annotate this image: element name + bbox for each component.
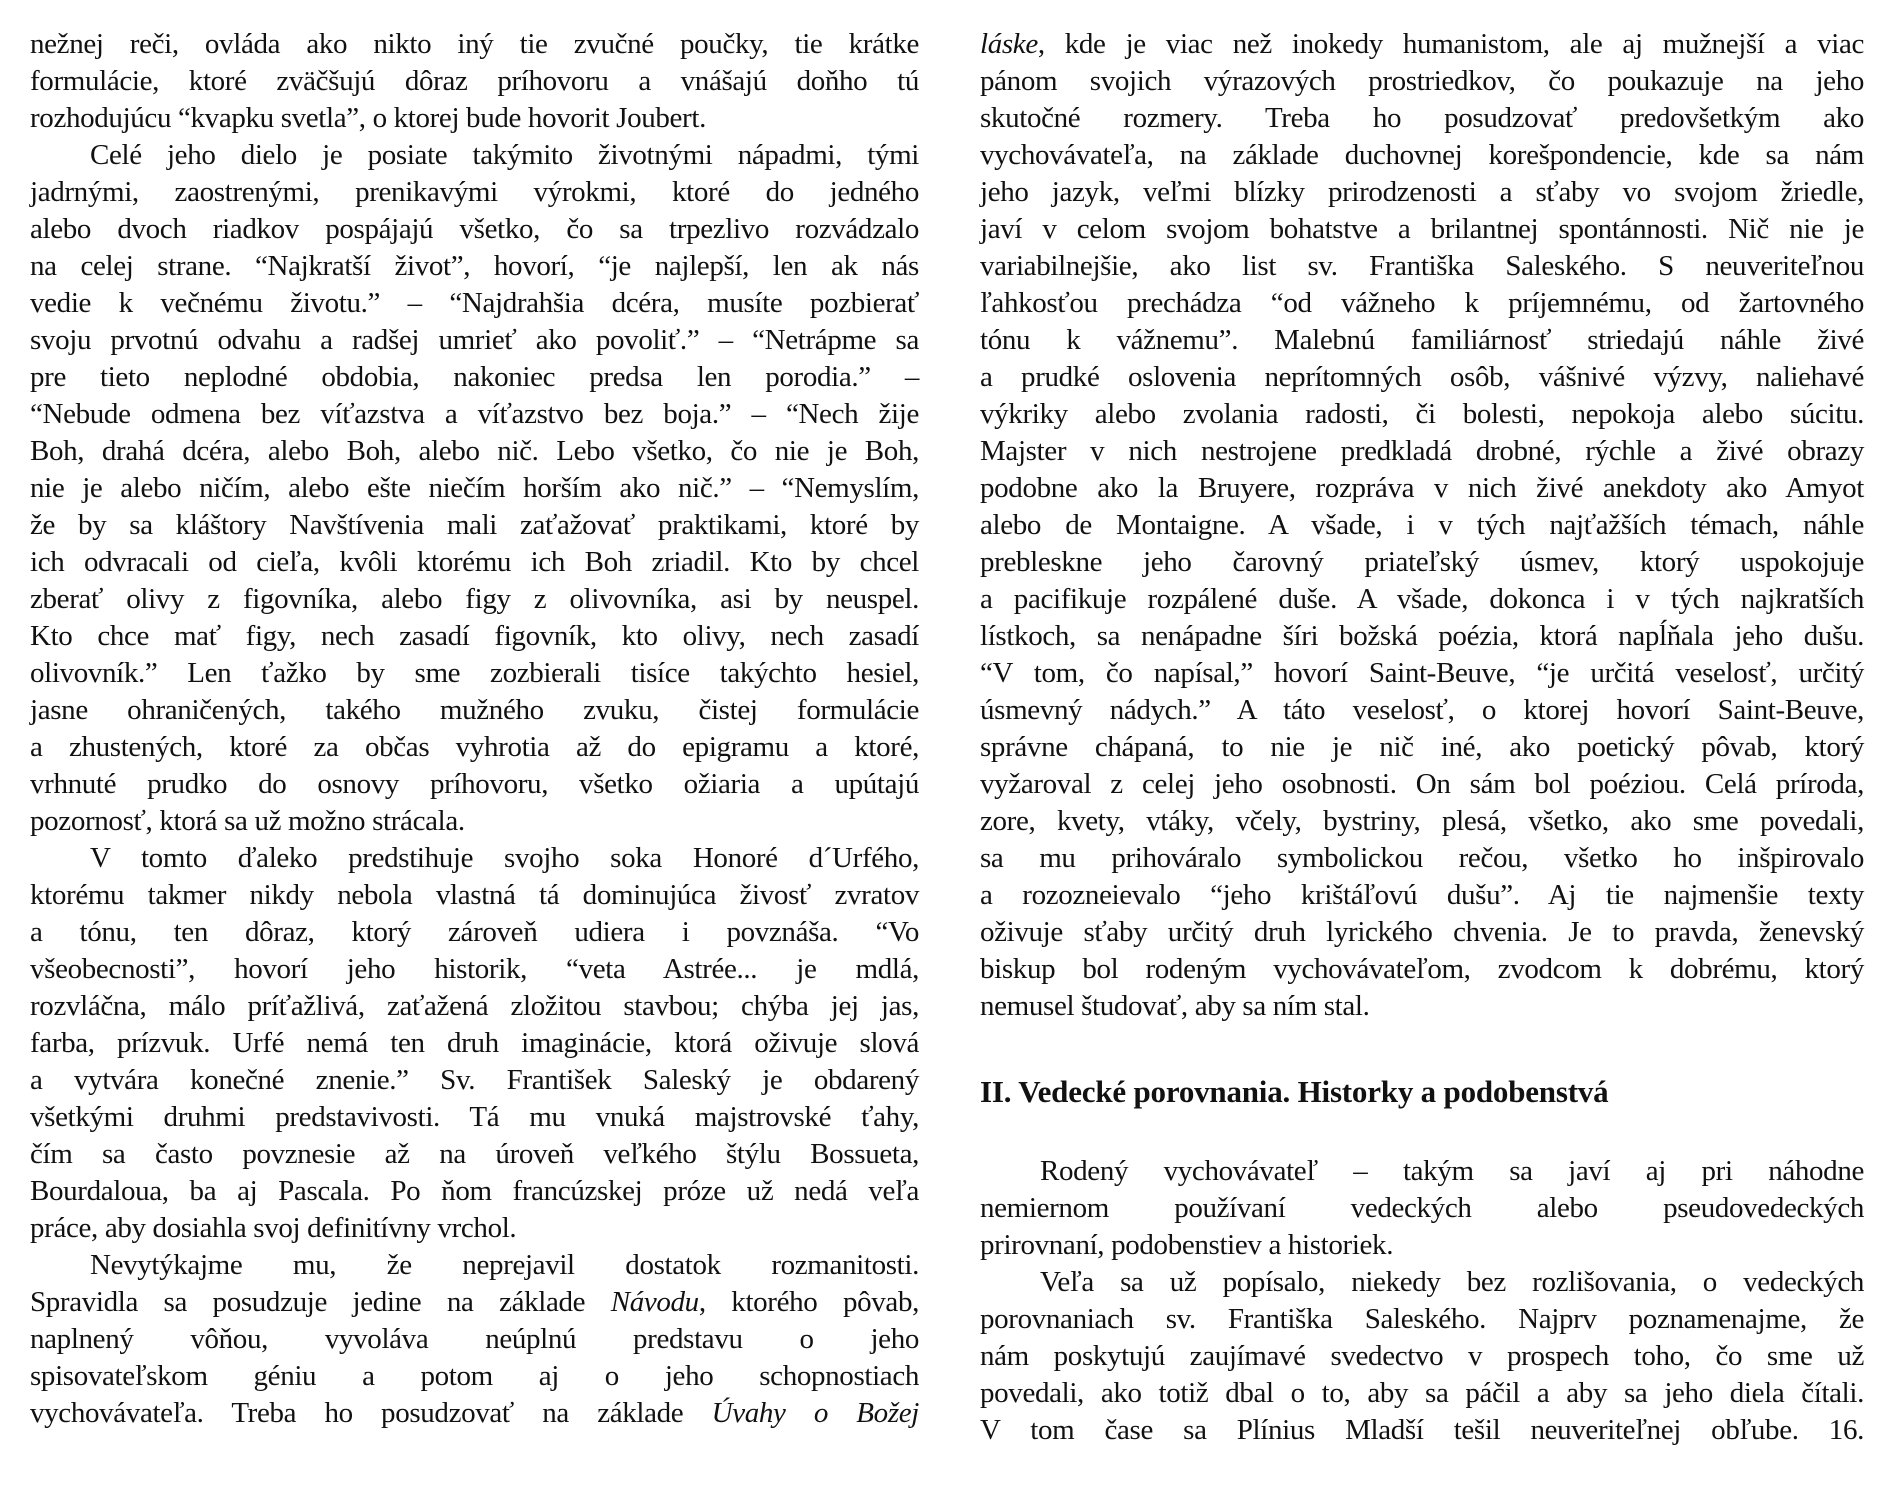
text-line: správne chápaná, to nie je nič iné, ako poetický pôvab, ktorý [980,731,1864,763]
text-line: a prudké oslovenia neprítomných osôb, vášnivé výzvy, naliehavé [980,361,1864,393]
paragraph [30,840,919,1247]
text-line: a tónu, ten dôraz, ktorý zároveň udiera i povznáša. “Vo [30,916,919,948]
text-line: rozhodujúcu “kvapku svetla”, o ktorej bude hovorit Joubert. [30,102,706,134]
text-line: variabilnejšie, ako list sv. Františka Saleského. S neuveriteľnou [980,250,1864,282]
text-line: biskup bol rodeným vychovávateľom, zvodcom k dobrému, ktorý [980,953,1864,985]
text-line: všeobecnosti”, hovorí jeho historik, “veta Astrée... je mdlá, [30,953,919,985]
text-line: Veľa sa už popísalo, niekedy bez rozlišovania, o vedeckých [1040,1266,1864,1298]
italic-title: Úvahy o Božej [711,1397,919,1429]
text-line: Kto chce mať figy, nech zasadí figovník, kto olivy, nech zasadí [30,620,919,652]
text-line: a pacifikuje rozpálené duše. A všade, dokonca i v tých najkratších [980,583,1864,615]
text-line: sa mu prihováralo symbolickou rečou, všetko ho inšpirovalo [980,842,1864,874]
text-line: Rodený vychovávateľ – takým sa javí aj pri náhodne [1040,1155,1864,1187]
text-line: ktorému takmer nikdy nebola vlastná tá dominujúca živosť zvratov [30,879,919,911]
text-line: V tom čase sa Plínius Mladší tešil neuveriteľnej obľube. 16. [980,1414,1864,1446]
text-line: nemiernom používaní vedeckých alebo pseudovedeckých [980,1192,1864,1224]
text-line: vedie k večnému životu.” – “Najdrahšia dcéra, musíte pozbierať [30,287,919,319]
text-line: svoju prvotnú odvahu a radšej umrieť ako povoliť.” – “Netrápme sa [30,324,919,356]
text-line: spisovateľskom géniu a potom aj o jeho schopnostiach [30,1360,919,1392]
text-line: prebleskne jeho čarovný priateľský úsmev, ktorý uspokojuje [980,546,1864,578]
text-line: čím sa často povznesie až na úroveň veľkého štýlu Bossueta, [30,1138,919,1170]
text-line: úsmevný nádych.” A táto veselosť, o ktorej hovorí Saint-Beuve, [980,694,1864,726]
text-line: vychovávateľa, na základe duchovnej korešpondencie, kde sa nám [980,139,1864,171]
text-line: nám poskytujú zaujímavé svedectvo v prospech toho, čo sme už [980,1340,1864,1372]
text-line: povedali, ako totiž dbal o to, aby sa páčil a aby sa jeho diela čítali. [980,1377,1864,1409]
text-line: jasne ohraničených, takého mužného zvuku, čistej formulácie [30,694,919,726]
paragraph [30,1247,919,1432]
text-line: vychovávateľa. Treba ho posudzovať na základe Úvahy o Božej [30,1397,919,1429]
text-line: pre tieto neplodné obdobia, nakoniec predsa len porodia.” – [30,361,919,393]
text-line: oživuje sťaby určitý druh lyrického chvenia. Je to pravda, ženevský [980,916,1864,948]
text-line: nežnej reči, ovláda ako nikto iný tie zvučné poučky, tie krátke [30,28,919,60]
text-line: zore, kvety, vtáky, včely, bystriny, plesá, všetko, ako sme povedali, [980,805,1864,837]
right-column-body-after-heading [980,1153,1864,1449]
paragraph [980,1153,1864,1264]
text-line: farba, prízvuk. Urfé nemá ten druh imaginácie, ktorá oživuje slová [30,1027,919,1059]
text-line: Boh, drahá dcéra, alebo Boh, alebo nič. Lebo všetko, čo nie je Boh, [30,435,919,467]
text-line: jeho jazyk, veľmi blízky prirodzenosti a sťaby vo svojom žriedle, [980,176,1864,208]
text-line: porovnaniach sv. Františka Saleského. Najprv poznamenajme, že [980,1303,1864,1335]
section-heading: II. Vedecké porovnania. Historky a podobenstvá [980,1074,1609,1109]
text-line: ich odvracali od cieľa, kvôli ktorému ich Boh zriadil. Kto by chcel [30,546,919,578]
text-line: naplnený vôňou, vyvoláva neúplnú predstavu o jeho [30,1323,919,1355]
right-column [980,26,1864,1449]
paragraph [30,137,919,840]
text-line: alebo de Montaigne. A všade, i v tých najťažších témach, náhle [980,509,1864,541]
text-line: vrhnuté prudko do osnovy príhovoru, všetko ožiaria a upútajú [30,768,919,800]
text-line: Spravidla sa posudzuje jedine na základe Návodu, ktorého pôvab, [30,1286,920,1318]
text-line: že by sa kláštory Navštívenia mali zaťažovať praktikami, ktoré by [30,509,919,541]
text-line: olivovník.” Len ťažko by sme zozbierali tisíce takýchto hesiel, [30,657,919,689]
text-line: zberať olivy z figovníka, alebo figy z olivovníka, asi by neuspel. [30,583,919,615]
text-line: rozvláčna, málo príťažlivá, zaťažená zložitou stavbou; chýba jej jas, [30,990,919,1022]
text-line: “V tom, čo napísal,” hovorí Saint-Beuve, “je určitá veselosť, určitý [980,657,1864,689]
text-line: javí v celom svojom bohatstve a brilantnej spontánnosti. Nič nie je [980,213,1864,245]
text-line: Celé jeho dielo je posiate takýmito životnými nápadmi, tými [90,139,919,171]
text-line: práce, aby dosiahla svoj definitívny vrchol. [30,1212,517,1244]
text-line: podobne ako la Bruyere, rozpráva v nich živé anekdoty ako Amyot [980,472,1864,504]
text-line: láske, kde je viac než inokedy humanistom, ale aj mužnejší a viac [980,28,1864,60]
text-line: jadrnými, zaostrenými, prenikavými výrokmi, ktoré do jedného [30,176,919,208]
text-line: a zhustených, ktoré za občas vyhrotia až do epigramu a ktoré, [30,731,919,763]
text-line: tónu k vážnemu”. Malebnú familiárnosť striedajú náhle živé [980,324,1864,356]
italic-title: láske [980,28,1038,60]
text-line: “Nebude odmena bez víťazstva a víťazstvo bez boja.” – “Nech žije [30,398,919,430]
text-line: Nevytýkajme mu, že neprejavil dostatok rozmanitosti. [90,1249,919,1281]
italic-title: Návodu [610,1286,699,1318]
text-line: ľahkosťou prechádza “od vážneho k príjemnému, od žartovného [980,287,1864,319]
paragraph [980,1264,1864,1449]
text-line: a vytvára konečné znenie.” Sv. František Saleský je obdarený [30,1064,919,1096]
text-line: formulácie, ktoré zväčšujú dôraz príhovoru a vnášajú doňho tú [30,65,919,97]
text-line: vyžaroval z celej jeho osobnosti. On sám bol poéziou. Celá príroda, [980,768,1864,800]
text-line: prirovnaní, podobenstiev a historiek. [980,1229,1394,1261]
text-line: pánom svojich výrazových prostriedkov, čo poukazuje na jeho [980,65,1864,97]
right-column-body-before-heading [980,26,1864,1025]
text-line: na celej strane. “Najkratší život”, hovorí, “je najlepší, len ak nás [30,250,919,282]
text-line: lístkoch, sa nenápadne šíri božská poézia, ktorá napĺňala jeho dušu. [980,620,1864,652]
text-line: skutočné rozmery. Treba ho posudzovať predovšetkým ako [980,102,1864,134]
left-column [30,26,919,1432]
paragraph [980,26,1864,1025]
text-line: V tomto ďaleko predstihuje svojho soka Honoré d´Urfého, [90,842,919,874]
text-line: výkriky alebo zvolania radosti, či bolesti, nepokoja alebo súcitu. [980,398,1864,430]
text-line: pozornosť, ktorá sa už možno strácala. [30,805,465,837]
text-line: všetkými druhmi predstavivosti. Tá mu vnuká majstrovské ťahy, [30,1101,919,1133]
text-line: nemusel študovať, aby sa ním stal. [980,990,1370,1022]
text-line: Majster v nich nestrojene predkladá drobné, rýchle a živé obrazy [980,435,1864,467]
text-line: alebo dvoch riadkov pospájajú všetko, čo sa trpezlivo rozvádzalo [30,213,919,245]
text-line: Bourdaloua, ba aj Pascala. Po ňom francúzskej próze už nedá veľa [30,1175,919,1207]
paragraph [30,26,919,137]
text-line: a rozozneievalo “jeho krištáľovú dušu”. Aj tie najmenšie texty [980,879,1864,911]
text-line: nie je alebo ničím, alebo ešte niečím horším ako nič.” – “Nemyslím, [30,472,919,504]
